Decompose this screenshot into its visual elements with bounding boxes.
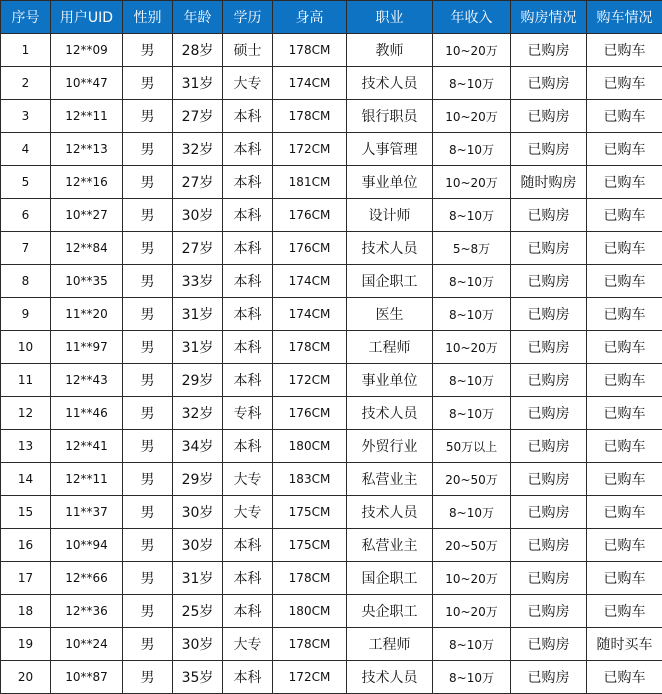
cell-age: 31岁 bbox=[173, 67, 223, 100]
cell-height: 178CM bbox=[273, 562, 347, 595]
cell-education: 本科 bbox=[223, 430, 273, 463]
cell-uid: 12**43 bbox=[51, 364, 123, 397]
cell-gender: 男 bbox=[123, 529, 173, 562]
cell-housing: 已购房 bbox=[511, 562, 587, 595]
cell-housing: 已购房 bbox=[511, 232, 587, 265]
cell-education: 本科 bbox=[223, 661, 273, 694]
cell-car: 已购车 bbox=[587, 166, 662, 199]
cell-car: 已购车 bbox=[587, 562, 662, 595]
cell-gender: 男 bbox=[123, 100, 173, 133]
cell-age: 34岁 bbox=[173, 430, 223, 463]
cell-income: 8~10万 bbox=[433, 133, 511, 166]
cell-age: 32岁 bbox=[173, 397, 223, 430]
cell-car: 已购车 bbox=[587, 298, 662, 331]
header-car: 购车情况 bbox=[587, 1, 662, 34]
cell-income: 10~20万 bbox=[433, 166, 511, 199]
cell-occupation: 工程师 bbox=[347, 628, 433, 661]
cell-height: 174CM bbox=[273, 67, 347, 100]
header-index: 序号 bbox=[1, 1, 51, 34]
cell-education: 大专 bbox=[223, 463, 273, 496]
cell-income: 8~10万 bbox=[433, 67, 511, 100]
cell-car: 已购车 bbox=[587, 331, 662, 364]
header-income: 年收入 bbox=[433, 1, 511, 34]
cell-index: 3 bbox=[1, 100, 51, 133]
cell-index: 13 bbox=[1, 430, 51, 463]
cell-index: 20 bbox=[1, 661, 51, 694]
cell-index: 6 bbox=[1, 199, 51, 232]
header-age: 年龄 bbox=[173, 1, 223, 34]
cell-gender: 男 bbox=[123, 265, 173, 298]
table-row bbox=[1, 199, 662, 232]
cell-height: 181CM bbox=[273, 166, 347, 199]
cell-housing: 已购房 bbox=[511, 331, 587, 364]
cell-gender: 男 bbox=[123, 199, 173, 232]
header-height: 身高 bbox=[273, 1, 347, 34]
cell-uid: 11**97 bbox=[51, 331, 123, 364]
cell-index: 7 bbox=[1, 232, 51, 265]
cell-age: 25岁 bbox=[173, 595, 223, 628]
cell-index: 14 bbox=[1, 463, 51, 496]
cell-income: 8~10万 bbox=[433, 298, 511, 331]
table-row bbox=[1, 595, 662, 628]
cell-index: 1 bbox=[1, 34, 51, 67]
cell-housing: 已购房 bbox=[511, 529, 587, 562]
cell-height: 175CM bbox=[273, 496, 347, 529]
cell-height: 176CM bbox=[273, 397, 347, 430]
cell-car: 已购车 bbox=[587, 67, 662, 100]
cell-index: 10 bbox=[1, 331, 51, 364]
cell-education: 本科 bbox=[223, 595, 273, 628]
cell-occupation: 技术人员 bbox=[347, 661, 433, 694]
cell-housing: 已购房 bbox=[511, 364, 587, 397]
cell-age: 29岁 bbox=[173, 364, 223, 397]
cell-age: 30岁 bbox=[173, 496, 223, 529]
table-row bbox=[1, 265, 662, 298]
table-body bbox=[1, 34, 662, 694]
cell-age: 32岁 bbox=[173, 133, 223, 166]
cell-education: 专科 bbox=[223, 397, 273, 430]
cell-occupation: 技术人员 bbox=[347, 232, 433, 265]
cell-education: 本科 bbox=[223, 331, 273, 364]
cell-age: 30岁 bbox=[173, 199, 223, 232]
cell-car: 已购车 bbox=[587, 232, 662, 265]
cell-uid: 12**13 bbox=[51, 133, 123, 166]
cell-income: 8~10万 bbox=[433, 199, 511, 232]
cell-uid: 10**27 bbox=[51, 199, 123, 232]
cell-age: 31岁 bbox=[173, 298, 223, 331]
cell-income: 8~10万 bbox=[433, 496, 511, 529]
cell-housing: 已购房 bbox=[511, 595, 587, 628]
cell-car: 已购车 bbox=[587, 364, 662, 397]
cell-education: 本科 bbox=[223, 298, 273, 331]
cell-index: 12 bbox=[1, 397, 51, 430]
cell-uid: 12**09 bbox=[51, 34, 123, 67]
cell-income: 8~10万 bbox=[433, 397, 511, 430]
cell-car: 已购车 bbox=[587, 529, 662, 562]
cell-occupation: 教师 bbox=[347, 34, 433, 67]
cell-car: 已购车 bbox=[587, 661, 662, 694]
cell-car: 已购车 bbox=[587, 133, 662, 166]
cell-height: 180CM bbox=[273, 595, 347, 628]
cell-occupation: 技术人员 bbox=[347, 496, 433, 529]
cell-occupation: 私营业主 bbox=[347, 463, 433, 496]
cell-income: 8~10万 bbox=[433, 364, 511, 397]
cell-uid: 12**66 bbox=[51, 562, 123, 595]
cell-income: 20~50万 bbox=[433, 463, 511, 496]
cell-education: 硕士 bbox=[223, 34, 273, 67]
cell-height: 183CM bbox=[273, 463, 347, 496]
cell-car: 已购车 bbox=[587, 430, 662, 463]
cell-height: 174CM bbox=[273, 265, 347, 298]
table-header-row bbox=[1, 1, 662, 34]
cell-income: 8~10万 bbox=[433, 265, 511, 298]
table-row bbox=[1, 628, 662, 661]
cell-index: 18 bbox=[1, 595, 51, 628]
cell-index: 19 bbox=[1, 628, 51, 661]
cell-occupation: 技术人员 bbox=[347, 67, 433, 100]
cell-housing: 已购房 bbox=[511, 496, 587, 529]
cell-uid: 10**24 bbox=[51, 628, 123, 661]
cell-education: 本科 bbox=[223, 529, 273, 562]
cell-height: 176CM bbox=[273, 232, 347, 265]
cell-height: 178CM bbox=[273, 331, 347, 364]
cell-education: 大专 bbox=[223, 496, 273, 529]
cell-uid: 11**37 bbox=[51, 496, 123, 529]
cell-height: 174CM bbox=[273, 298, 347, 331]
cell-index: 2 bbox=[1, 67, 51, 100]
table-row bbox=[1, 298, 662, 331]
table-row bbox=[1, 166, 662, 199]
table-row bbox=[1, 67, 662, 100]
table-row bbox=[1, 463, 662, 496]
cell-index: 5 bbox=[1, 166, 51, 199]
cell-education: 本科 bbox=[223, 364, 273, 397]
cell-gender: 男 bbox=[123, 67, 173, 100]
cell-occupation: 人事管理 bbox=[347, 133, 433, 166]
cell-index: 11 bbox=[1, 364, 51, 397]
cell-income: 10~20万 bbox=[433, 562, 511, 595]
cell-housing: 已购房 bbox=[511, 199, 587, 232]
cell-age: 27岁 bbox=[173, 232, 223, 265]
header-uid: 用户UID bbox=[51, 1, 123, 34]
cell-car: 已购车 bbox=[587, 397, 662, 430]
cell-housing: 已购房 bbox=[511, 100, 587, 133]
cell-income: 8~10万 bbox=[433, 628, 511, 661]
cell-income: 10~20万 bbox=[433, 331, 511, 364]
cell-car: 已购车 bbox=[587, 199, 662, 232]
cell-education: 本科 bbox=[223, 133, 273, 166]
table-row bbox=[1, 133, 662, 166]
cell-education: 大专 bbox=[223, 628, 273, 661]
cell-gender: 男 bbox=[123, 562, 173, 595]
cell-uid: 12**36 bbox=[51, 595, 123, 628]
table-row bbox=[1, 397, 662, 430]
cell-income: 5~8万 bbox=[433, 232, 511, 265]
cell-income: 8~10万 bbox=[433, 661, 511, 694]
cell-age: 27岁 bbox=[173, 166, 223, 199]
cell-education: 本科 bbox=[223, 265, 273, 298]
cell-gender: 男 bbox=[123, 397, 173, 430]
cell-occupation: 私营业主 bbox=[347, 529, 433, 562]
cell-gender: 男 bbox=[123, 298, 173, 331]
cell-occupation: 银行职员 bbox=[347, 100, 433, 133]
table-row bbox=[1, 100, 662, 133]
cell-income: 10~20万 bbox=[433, 34, 511, 67]
cell-gender: 男 bbox=[123, 628, 173, 661]
cell-education: 本科 bbox=[223, 199, 273, 232]
cell-gender: 男 bbox=[123, 232, 173, 265]
table-row bbox=[1, 34, 662, 67]
cell-occupation: 央企职工 bbox=[347, 595, 433, 628]
cell-housing: 已购房 bbox=[511, 133, 587, 166]
cell-height: 176CM bbox=[273, 199, 347, 232]
cell-height: 178CM bbox=[273, 628, 347, 661]
cell-housing: 已购房 bbox=[511, 265, 587, 298]
cell-uid: 11**46 bbox=[51, 397, 123, 430]
cell-gender: 男 bbox=[123, 331, 173, 364]
table-row bbox=[1, 331, 662, 364]
cell-height: 175CM bbox=[273, 529, 347, 562]
cell-housing: 已购房 bbox=[511, 628, 587, 661]
cell-gender: 男 bbox=[123, 463, 173, 496]
cell-housing: 已购房 bbox=[511, 661, 587, 694]
cell-age: 29岁 bbox=[173, 463, 223, 496]
table-row bbox=[1, 529, 662, 562]
cell-occupation: 技术人员 bbox=[347, 397, 433, 430]
cell-height: 178CM bbox=[273, 34, 347, 67]
cell-uid: 10**87 bbox=[51, 661, 123, 694]
cell-uid: 11**20 bbox=[51, 298, 123, 331]
table-row bbox=[1, 232, 662, 265]
cell-gender: 男 bbox=[123, 496, 173, 529]
cell-age: 31岁 bbox=[173, 331, 223, 364]
cell-housing: 已购房 bbox=[511, 430, 587, 463]
cell-education: 本科 bbox=[223, 166, 273, 199]
cell-housing: 已购房 bbox=[511, 298, 587, 331]
cell-income: 50万以上 bbox=[433, 430, 511, 463]
cell-age: 35岁 bbox=[173, 661, 223, 694]
cell-index: 9 bbox=[1, 298, 51, 331]
cell-height: 172CM bbox=[273, 364, 347, 397]
cell-education: 本科 bbox=[223, 100, 273, 133]
cell-car: 已购车 bbox=[587, 496, 662, 529]
cell-uid: 10**94 bbox=[51, 529, 123, 562]
table-row bbox=[1, 496, 662, 529]
header-housing: 购房情况 bbox=[511, 1, 587, 34]
cell-index: 4 bbox=[1, 133, 51, 166]
cell-education: 大专 bbox=[223, 67, 273, 100]
cell-gender: 男 bbox=[123, 595, 173, 628]
cell-car: 随时买车 bbox=[587, 628, 662, 661]
cell-car: 已购车 bbox=[587, 100, 662, 133]
cell-housing: 已购房 bbox=[511, 34, 587, 67]
cell-gender: 男 bbox=[123, 430, 173, 463]
cell-car: 已购车 bbox=[587, 595, 662, 628]
cell-housing: 随时购房 bbox=[511, 166, 587, 199]
cell-age: 33岁 bbox=[173, 265, 223, 298]
cell-uid: 10**35 bbox=[51, 265, 123, 298]
cell-income: 10~20万 bbox=[433, 595, 511, 628]
cell-age: 28岁 bbox=[173, 34, 223, 67]
cell-income: 10~20万 bbox=[433, 100, 511, 133]
cell-occupation: 工程师 bbox=[347, 331, 433, 364]
cell-housing: 已购房 bbox=[511, 463, 587, 496]
cell-occupation: 外贸行业 bbox=[347, 430, 433, 463]
cell-index: 8 bbox=[1, 265, 51, 298]
cell-age: 27岁 bbox=[173, 100, 223, 133]
cell-occupation: 事业单位 bbox=[347, 166, 433, 199]
table-row bbox=[1, 430, 662, 463]
cell-uid: 10**47 bbox=[51, 67, 123, 100]
cell-uid: 12**41 bbox=[51, 430, 123, 463]
cell-uid: 12**11 bbox=[51, 100, 123, 133]
cell-height: 178CM bbox=[273, 100, 347, 133]
cell-car: 已购车 bbox=[587, 265, 662, 298]
cell-occupation: 国企职工 bbox=[347, 562, 433, 595]
cell-gender: 男 bbox=[123, 34, 173, 67]
cell-uid: 12**11 bbox=[51, 463, 123, 496]
cell-housing: 已购房 bbox=[511, 397, 587, 430]
cell-income: 20~50万 bbox=[433, 529, 511, 562]
cell-index: 15 bbox=[1, 496, 51, 529]
cell-index: 17 bbox=[1, 562, 51, 595]
cell-gender: 男 bbox=[123, 133, 173, 166]
cell-gender: 男 bbox=[123, 661, 173, 694]
cell-education: 本科 bbox=[223, 232, 273, 265]
cell-uid: 12**84 bbox=[51, 232, 123, 265]
header-education: 学历 bbox=[223, 1, 273, 34]
cell-age: 30岁 bbox=[173, 628, 223, 661]
cell-index: 16 bbox=[1, 529, 51, 562]
cell-occupation: 事业单位 bbox=[347, 364, 433, 397]
cell-occupation: 设计师 bbox=[347, 199, 433, 232]
cell-height: 180CM bbox=[273, 430, 347, 463]
cell-car: 已购车 bbox=[587, 34, 662, 67]
cell-uid: 12**16 bbox=[51, 166, 123, 199]
table-row bbox=[1, 661, 662, 694]
cell-occupation: 国企职工 bbox=[347, 265, 433, 298]
cell-height: 172CM bbox=[273, 661, 347, 694]
cell-gender: 男 bbox=[123, 364, 173, 397]
cell-gender: 男 bbox=[123, 166, 173, 199]
cell-occupation: 医生 bbox=[347, 298, 433, 331]
cell-education: 本科 bbox=[223, 562, 273, 595]
cell-car: 已购车 bbox=[587, 463, 662, 496]
table-row bbox=[1, 364, 662, 397]
cell-height: 172CM bbox=[273, 133, 347, 166]
table-row bbox=[1, 562, 662, 595]
cell-age: 31岁 bbox=[173, 562, 223, 595]
cell-age: 30岁 bbox=[173, 529, 223, 562]
header-occupation: 职业 bbox=[347, 1, 433, 34]
cell-housing: 已购房 bbox=[511, 67, 587, 100]
header-gender: 性别 bbox=[123, 1, 173, 34]
